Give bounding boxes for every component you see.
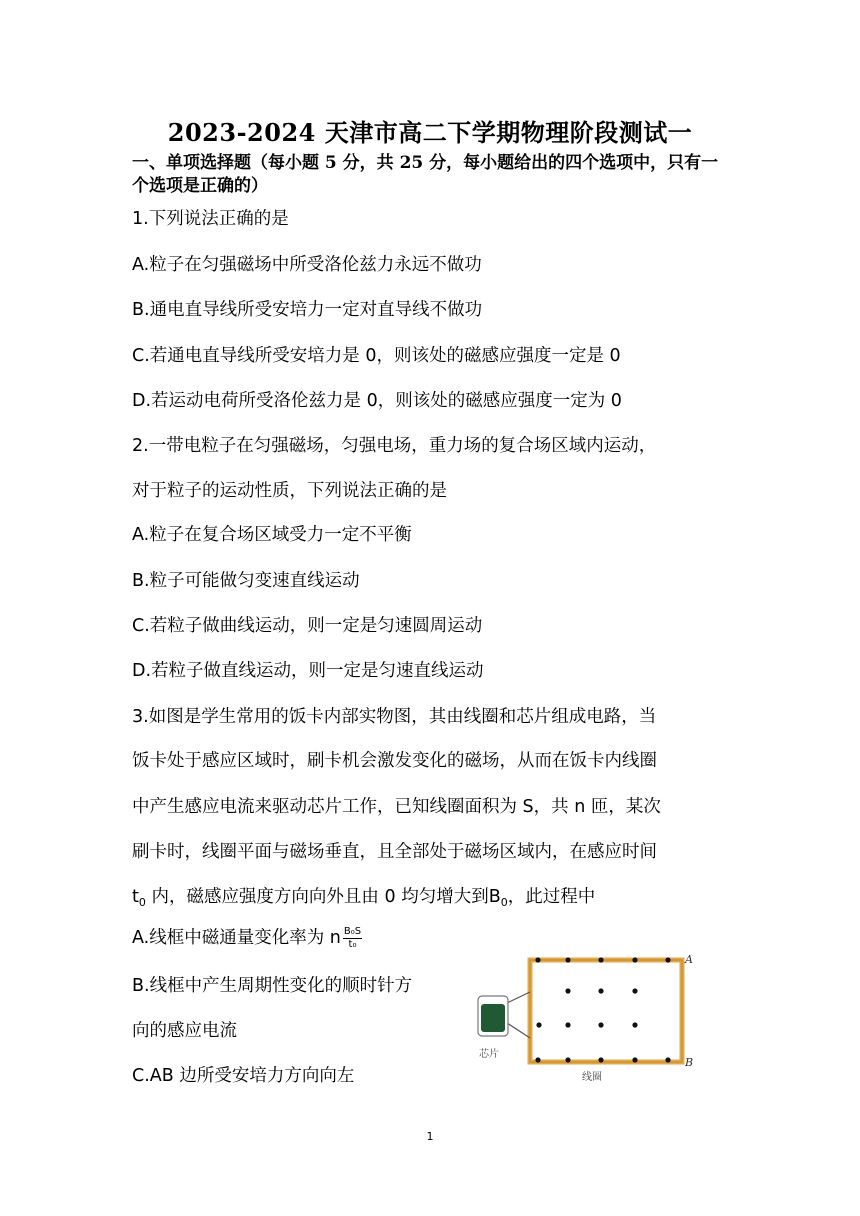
magnetic-field-dots [535, 957, 670, 1062]
lead-wire-top [507, 992, 530, 1003]
q3-stem-line2: 饭卡处于感应区域时，刷卡机会激发变化的磁场，从而在饭卡内线圈 [132, 751, 657, 771]
chip-body [481, 1004, 505, 1032]
q3-option-b-line1: B.线框中产生周期性变化的顺时针方 [132, 976, 413, 996]
field-subscript: 0 [500, 896, 508, 909]
time-subscript: 0 [138, 896, 146, 909]
q1-option-b: B.通电直导线所受安培力一定对直导线不做功 [132, 300, 483, 320]
q1-option-d: D.若运动电荷所受洛伦兹力是 0，则该处的磁感应强度一定为 0 [132, 391, 622, 411]
fraction-numerator: B₀S [343, 925, 362, 937]
q3-stem-line5-mid: 内，磁感应强度方向向外且由 0 均匀增大到 [145, 887, 489, 907]
q1-stem: 1.下列说法正确的是 [132, 209, 289, 229]
section-heading: 一、单项选择题（每小题 5 分，共 25 分，每小题给出的四个选项中，只有一个选项是正确的） [132, 153, 719, 196]
q2-option-b: B.粒子可能做匀变速直线运动 [132, 571, 360, 591]
coil-frame [530, 960, 682, 1062]
q3-stem-line5-end: ，此过程中 [507, 887, 596, 907]
q3-stem-line4: 刷卡时，线圈平面与磁场垂直，且全部处于磁场区域内，在感应时间 [132, 842, 657, 862]
label-a: A [685, 953, 693, 966]
q3-option-b-line2: 向的感应电流 [132, 1021, 237, 1041]
q3-option-a [132, 924, 362, 951]
q3-option-a-text: A.线框中磁通量变化率为 n [132, 928, 341, 948]
label-b: B [685, 1056, 694, 1069]
q2-option-a: A.粒子在复合场区域受力一定不平衡 [132, 525, 412, 545]
q3-stem-line1: 3.如图是学生常用的饭卡内部实物图，其由线圈和芯片组成电路，当 [132, 707, 657, 727]
flux-rate-fraction [343, 926, 362, 951]
q2-stem-line1: 2.一带电粒子在匀强磁场，匀强电场，重力场的复合场区域内运动， [132, 436, 657, 456]
label-chip: 芯片 [479, 1049, 499, 1060]
coil-frame-edge [530, 960, 682, 1062]
lead-wire-bottom [507, 1023, 530, 1038]
q2-option-c: C.若粒子做曲线运动，则一定是匀速圆周运动 [132, 616, 483, 636]
q1-option-c: C.若通电直导线所受安培力是 0，则该处的磁感应强度一定是 0 [132, 346, 621, 366]
q3-stem-line5 [132, 883, 595, 909]
q2-option-d: D.若粒子做直线运动，则一定是匀速直线运动 [132, 661, 484, 681]
label-coil: 线圈 [582, 1072, 602, 1083]
page-number: 1 [426, 1130, 434, 1143]
q2-stem-line2: 对于粒子的运动性质，下列说法正确的是 [132, 481, 447, 501]
q3-stem-line3: 中产生感应电流来驱动芯片工作，已知线圈面积为 S，共 n 匝，某次 [132, 797, 661, 817]
field-symbol: B [488, 887, 501, 907]
coil-figure [472, 948, 722, 1098]
q1-option-a: A.粒子在匀强磁场中所受洛伦兹力永远不做功 [132, 255, 482, 275]
fraction-denominator: t₀ [348, 938, 357, 950]
time-symbol: t [132, 887, 139, 907]
q3-option-c: C.AB 边所受安培力方向向左 [132, 1066, 355, 1086]
page-title: 2023-2024 天津市高二下学期物理阶段测试一 [167, 118, 693, 147]
